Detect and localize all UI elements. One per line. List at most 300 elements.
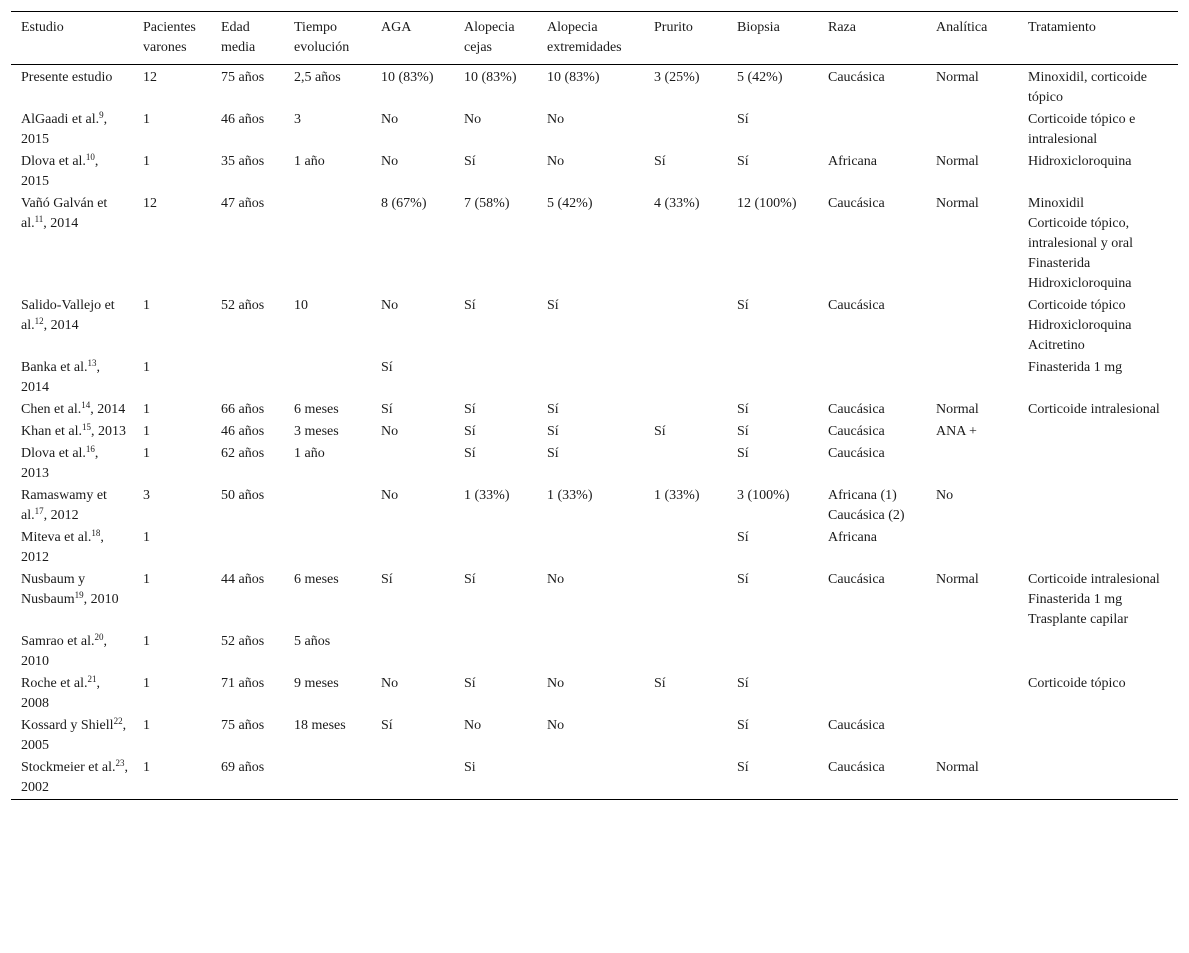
reference-superscript: 20: [94, 632, 104, 642]
cell-analitica: [926, 631, 1018, 673]
cell-extremidades: 10 (83%): [547, 70, 600, 85]
raza-entry: Caucásica: [828, 402, 885, 417]
table-row: [11, 757, 1178, 800]
cell-prurito: [644, 295, 727, 357]
cell-tratamiento: [1018, 757, 1178, 800]
cell-extremidades: [537, 527, 644, 569]
header-estudio: Estudio: [21, 20, 64, 35]
study-name: Nusbaum y Nusbaum: [21, 572, 86, 607]
cell-tratamiento: [1018, 357, 1178, 399]
reference-superscript: 15: [82, 422, 92, 432]
table-row: [11, 527, 1178, 569]
study-year: , 2002: [21, 760, 128, 795]
raza-entry: Caucásica: [828, 196, 885, 211]
table-row: [11, 399, 1178, 421]
cell-analitica: [926, 673, 1018, 715]
cell-raza: [818, 673, 926, 715]
study-year: , 2014: [43, 216, 79, 231]
cell-analitica: Normal: [936, 154, 979, 169]
cell-prurito: Sí: [654, 676, 666, 691]
cell-edad: 69 años: [221, 760, 265, 775]
cell-biopsia: Sí: [737, 402, 749, 417]
tratamiento-entry: Finasterida 1 mg: [1028, 360, 1123, 375]
raza-entry: Africana: [828, 154, 877, 169]
cell-tiempo: 3: [294, 112, 301, 127]
cell-aga: No: [381, 298, 399, 313]
cell-estudio: [11, 65, 133, 110]
header-row: [11, 12, 1178, 65]
reference-superscript: 14: [81, 400, 91, 410]
cell-tiempo: [284, 527, 371, 569]
study-year: , 2008: [21, 676, 100, 711]
table-body: [11, 65, 1178, 800]
reference-superscript: 17: [34, 506, 44, 516]
cell-biopsia: Sí: [737, 572, 749, 587]
table-row: [11, 673, 1178, 715]
raza-entry: Caucásica: [828, 70, 885, 85]
cell-raza: [818, 109, 926, 151]
cell-aga: Sí: [381, 718, 393, 733]
cell-extremidades: No: [547, 154, 565, 169]
cell-extremidades: 5 (42%): [547, 196, 593, 211]
raza-entry: Caucásica: [828, 572, 885, 587]
cell-pacientes: 12: [143, 196, 157, 211]
cell-extremidades: No: [547, 718, 565, 733]
cell-aga: Sí: [381, 360, 393, 375]
table-row: [11, 357, 1178, 399]
table-row: [11, 485, 1178, 527]
tratamiento-entry: Finasterida 1 mg: [1028, 592, 1123, 607]
cell-pacientes: 1: [143, 360, 150, 375]
cell-cejas: No: [464, 112, 482, 127]
cell-edad: 62 años: [221, 446, 265, 461]
study-name: Ramaswamy et al.: [21, 488, 107, 523]
tratamiento-entry: Hidroxicloroquina: [1028, 276, 1132, 291]
cell-tiempo: 2,5 años: [294, 70, 341, 85]
tratamiento-entry: Hidroxicloroquina: [1028, 318, 1132, 333]
cell-aga: No: [381, 676, 399, 691]
cell-tratamiento: [1018, 421, 1178, 443]
cell-extremidades: 1 (33%): [547, 488, 593, 503]
study-name: Dlova et al.: [21, 154, 86, 169]
reference-superscript: 18: [91, 528, 101, 538]
cell-pacientes: 1: [143, 298, 150, 313]
tratamiento-entry: Corticoide intralesional: [1028, 402, 1160, 417]
cell-prurito: [644, 443, 727, 485]
cell-biopsia: Sí: [737, 446, 749, 461]
cell-biopsia: [727, 357, 818, 399]
cell-aga: [371, 527, 454, 569]
cell-tratamiento: [1018, 109, 1178, 151]
tratamiento-entry: Trasplante capilar: [1028, 612, 1129, 627]
cell-tiempo: 3 meses: [294, 424, 339, 439]
cell-aga: [371, 443, 454, 485]
cell-raza: [818, 631, 926, 673]
table-header: [11, 12, 1178, 65]
cell-biopsia: Sí: [737, 154, 749, 169]
cell-cejas: Sí: [464, 446, 476, 461]
reference-superscript: 13: [87, 358, 97, 368]
cell-aga: No: [381, 154, 399, 169]
cell-edad: 75 años: [221, 70, 265, 85]
cell-aga: No: [381, 488, 399, 503]
raza-entry: Caucásica: [828, 298, 885, 313]
study-name: Samrao et al.: [21, 634, 95, 649]
cell-biopsia: Sí: [737, 718, 749, 733]
cell-tratamiento: [1018, 65, 1178, 110]
cell-extremidades: No: [547, 676, 565, 691]
table-row: [11, 631, 1178, 673]
reference-superscript: 19: [74, 590, 84, 600]
cell-prurito: [644, 357, 727, 399]
cell-analitica: [926, 109, 1018, 151]
header-aga: AGA: [381, 20, 412, 35]
cell-analitica: [926, 443, 1018, 485]
header-analitica: Analítica: [936, 20, 988, 35]
cell-edad: 66 años: [221, 402, 265, 417]
cell-extremidades: [537, 357, 644, 399]
cell-aga: [371, 757, 454, 800]
cell-raza: [818, 443, 926, 485]
study-year: , 2014: [43, 318, 79, 333]
cell-analitica: Normal: [936, 572, 979, 587]
cell-cejas: Sí: [464, 424, 476, 439]
cell-prurito: [644, 527, 727, 569]
cell-analitica: ANA +: [936, 424, 977, 439]
cell-aga: No: [381, 424, 399, 439]
header-biopsia: Biopsia: [737, 20, 780, 35]
cell-aga: No: [381, 112, 399, 127]
cell-tratamiento: [1018, 485, 1178, 527]
raza-entry: Caucásica: [828, 760, 885, 775]
cell-extremidades: No: [547, 112, 565, 127]
cell-pacientes: 12: [143, 70, 157, 85]
tratamiento-entry: Corticoide tópico: [1028, 676, 1126, 691]
cell-estudio: [11, 631, 133, 673]
header-raza: Raza: [828, 20, 856, 35]
cell-edad: 47 años: [221, 196, 265, 211]
cell-pacientes: 1: [143, 424, 150, 439]
reference-superscript: 9: [99, 110, 104, 120]
cell-estudio: [11, 673, 133, 715]
cell-extremidades: [537, 757, 644, 800]
cell-cejas: [454, 527, 537, 569]
cell-cejas: 1 (33%): [464, 488, 510, 503]
study-name: Kossard y Shiell: [21, 718, 114, 733]
cell-tratamiento: [1018, 151, 1178, 193]
cell-pacientes: 1: [143, 402, 150, 417]
cell-tiempo: 1 año: [294, 446, 325, 461]
cell-pacientes: 1: [143, 760, 150, 775]
tratamiento-entry: Hidroxicloroquina: [1028, 154, 1132, 169]
cell-estudio: [11, 443, 133, 485]
header-pacientes: Pacientes varones: [143, 20, 196, 55]
table-row: [11, 715, 1178, 757]
study-year: , 2013: [21, 446, 99, 481]
cell-raza: [818, 527, 926, 569]
tratamiento-entry: Corticoide tópico, intralesional y oral: [1028, 216, 1133, 251]
study-year: , 2013: [91, 424, 127, 439]
cell-tiempo: 6 meses: [294, 402, 339, 417]
cell-prurito: Sí: [654, 154, 666, 169]
cell-prurito: [644, 109, 727, 151]
tratamiento-entry: Finasterida: [1028, 256, 1091, 271]
cell-prurito: [644, 631, 727, 673]
cell-analitica: [926, 295, 1018, 357]
header-tiempo: Tiempo evolución: [294, 20, 350, 55]
cell-prurito: 4 (33%): [654, 196, 700, 211]
cell-extremidades: Sí: [547, 446, 559, 461]
cell-cejas: Sí: [464, 676, 476, 691]
cell-analitica: [926, 715, 1018, 757]
cell-cejas: Sí: [464, 402, 476, 417]
study-name: Presente estudio: [21, 70, 113, 85]
cell-extremidades: Sí: [547, 298, 559, 313]
cell-edad: 75 años: [221, 718, 265, 733]
cell-tiempo: [284, 357, 371, 399]
study-name: Stockmeier et al.: [21, 760, 116, 775]
cell-cejas: [454, 357, 537, 399]
cell-aga: Sí: [381, 402, 393, 417]
study-name: Salido-Vallejo et al.: [21, 298, 115, 333]
cell-analitica: Normal: [936, 402, 979, 417]
reference-superscript: 23: [115, 758, 125, 768]
cell-prurito: [644, 715, 727, 757]
cell-estudio: [11, 399, 133, 421]
raza-entry: Caucásica: [828, 718, 885, 733]
study-name: Roche et al.: [21, 676, 88, 691]
cell-estudio: [11, 295, 133, 357]
table-row: [11, 151, 1178, 193]
cell-cejas: 10 (83%): [464, 70, 517, 85]
cell-estudio: [11, 109, 133, 151]
table-row: [11, 65, 1178, 110]
study-year: , 2015: [21, 112, 108, 147]
cell-tratamiento: [1018, 527, 1178, 569]
cell-tratamiento: [1018, 569, 1178, 631]
cell-raza: [818, 399, 926, 421]
cell-raza: [818, 715, 926, 757]
cell-estudio: [11, 715, 133, 757]
table-row: [11, 295, 1178, 357]
study-name: Miteva et al.: [21, 530, 92, 545]
reference-superscript: 21: [87, 674, 97, 684]
study-year: , 2010: [83, 592, 119, 607]
cell-biopsia: Sí: [737, 530, 749, 545]
cell-prurito: [644, 569, 727, 631]
cell-tratamiento: [1018, 193, 1178, 295]
cell-analitica: Normal: [936, 196, 979, 211]
cell-raza: [818, 485, 926, 527]
cell-tiempo: 18 meses: [294, 718, 346, 733]
cell-tiempo: 9 meses: [294, 676, 339, 691]
tratamiento-entry: Minoxidil: [1028, 196, 1085, 211]
cell-pacientes: 1: [143, 718, 150, 733]
cell-cejas: Sí: [464, 572, 476, 587]
cell-pacientes: 1: [143, 572, 150, 587]
reference-superscript: 12: [34, 316, 44, 326]
cell-cejas: [454, 631, 537, 673]
cell-tratamiento: [1018, 715, 1178, 757]
table-row: [11, 569, 1178, 631]
cell-analitica: [926, 527, 1018, 569]
cell-biopsia: Sí: [737, 760, 749, 775]
study-name: Khan et al.: [21, 424, 83, 439]
header-cejas: Alopecia cejas: [464, 20, 515, 55]
study-year: , 2005: [21, 718, 127, 753]
cell-cejas: Sí: [464, 298, 476, 313]
study-name: AlGaadi et al.: [21, 112, 100, 127]
cell-analitica: [926, 357, 1018, 399]
cell-raza: [818, 421, 926, 443]
cell-cejas: 7 (58%): [464, 196, 510, 211]
cell-raza: [818, 65, 926, 110]
cell-biopsia: Sí: [737, 298, 749, 313]
cell-estudio: [11, 357, 133, 399]
cell-tratamiento: [1018, 631, 1178, 673]
header-prurito: Prurito: [654, 20, 693, 35]
raza-entry: Africana: [828, 530, 877, 545]
table-row: [11, 193, 1178, 295]
cell-raza: [818, 757, 926, 800]
cell-estudio: [11, 485, 133, 527]
studies-table: [11, 11, 1178, 800]
cell-edad: 52 años: [221, 298, 265, 313]
tratamiento-entry: Corticoide tópico e intralesional: [1028, 112, 1136, 147]
cell-edad: 44 años: [221, 572, 265, 587]
cell-edad: [211, 527, 284, 569]
table-row: [11, 109, 1178, 151]
tratamiento-entry: Acitretino: [1028, 338, 1085, 353]
cell-edad: 71 años: [221, 676, 265, 691]
cell-prurito: [644, 757, 727, 800]
study-year: , 2010: [21, 634, 107, 669]
study-year: , 2012: [21, 530, 104, 565]
cell-tiempo: 6 meses: [294, 572, 339, 587]
cell-pacientes: 1: [143, 154, 150, 169]
cell-raza: [818, 151, 926, 193]
cell-tratamiento: [1018, 399, 1178, 421]
cell-analitica: Normal: [936, 760, 979, 775]
cell-pacientes: 1: [143, 676, 150, 691]
header-edad: Edad media: [221, 20, 256, 55]
tratamiento-entry: Corticoide intralesional: [1028, 572, 1160, 587]
cell-extremidades: Sí: [547, 424, 559, 439]
cell-biopsia: Sí: [737, 424, 749, 439]
cell-tratamiento: [1018, 295, 1178, 357]
cell-extremidades: Sí: [547, 402, 559, 417]
cell-edad: 52 años: [221, 634, 265, 649]
cell-edad: [211, 357, 284, 399]
cell-biopsia: 12 (100%): [737, 196, 797, 211]
cell-edad: 35 años: [221, 154, 265, 169]
cell-edad: 46 años: [221, 424, 265, 439]
cell-biopsia: Sí: [737, 676, 749, 691]
cell-estudio: [11, 757, 133, 800]
cell-cejas: No: [464, 718, 482, 733]
studies-table-container: [11, 11, 1178, 800]
cell-biopsia: 3 (100%): [737, 488, 790, 503]
reference-superscript: 22: [113, 716, 123, 726]
study-name: Dlova et al.: [21, 446, 86, 461]
study-name: Chen et al.: [21, 402, 82, 417]
cell-extremidades: No: [547, 572, 565, 587]
cell-raza: [818, 357, 926, 399]
table-row: [11, 421, 1178, 443]
cell-tiempo: [284, 757, 371, 800]
cell-biopsia: Sí: [737, 112, 749, 127]
cell-aga: Sí: [381, 572, 393, 587]
cell-prurito: [644, 399, 727, 421]
cell-aga: 8 (67%): [381, 196, 427, 211]
cell-biopsia: 5 (42%): [737, 70, 783, 85]
cell-raza: [818, 193, 926, 295]
cell-cejas: Si: [464, 760, 476, 775]
reference-superscript: 11: [34, 214, 44, 224]
raza-entry: Africana (1): [828, 488, 897, 503]
raza-entry: Caucásica: [828, 424, 885, 439]
cell-tratamiento: [1018, 673, 1178, 715]
cell-estudio: [11, 193, 133, 295]
cell-estudio: [11, 421, 133, 443]
study-year: , 2012: [43, 508, 79, 523]
cell-aga: 10 (83%): [381, 70, 434, 85]
cell-extremidades: [537, 631, 644, 673]
cell-prurito: 3 (25%): [654, 70, 700, 85]
cell-raza: [818, 569, 926, 631]
cell-estudio: [11, 151, 133, 193]
cell-aga: [371, 631, 454, 673]
cell-tiempo: 10: [294, 298, 308, 313]
cell-estudio: [11, 569, 133, 631]
cell-analitica: No: [936, 488, 954, 503]
tratamiento-entry: Corticoide tópico: [1028, 298, 1126, 313]
cell-pacientes: 1: [143, 530, 150, 545]
cell-tiempo: 1 año: [294, 154, 325, 169]
cell-estudio: [11, 527, 133, 569]
tratamiento-entry: Minoxidil, corticoide tópico: [1028, 70, 1147, 105]
reference-superscript: 16: [85, 444, 95, 454]
cell-analitica: Normal: [936, 70, 979, 85]
cell-pacientes: 1: [143, 112, 150, 127]
cell-tratamiento: [1018, 443, 1178, 485]
header-tratamiento: Tratamiento: [1028, 20, 1096, 35]
table-row: [11, 443, 1178, 485]
study-name: Banka et al.: [21, 360, 88, 375]
cell-tiempo: [284, 485, 371, 527]
cell-cejas: Sí: [464, 154, 476, 169]
cell-tiempo: 5 años: [294, 634, 331, 649]
cell-pacientes: 1: [143, 446, 150, 461]
raza-entry: Caucásica (2): [828, 508, 905, 523]
study-year: , 2015: [21, 154, 99, 189]
reference-superscript: 10: [85, 152, 95, 162]
study-year: , 2014: [21, 360, 100, 395]
cell-edad: 50 años: [221, 488, 265, 503]
study-name: Vañó Galván et al.: [21, 196, 108, 231]
study-year: , 2014: [90, 402, 126, 417]
cell-pacientes: 1: [143, 634, 150, 649]
raza-entry: Caucásica: [828, 446, 885, 461]
cell-prurito: Sí: [654, 424, 666, 439]
cell-biopsia: [727, 631, 818, 673]
cell-tiempo: [284, 193, 371, 295]
header-extremidades: Alopecia extremidades: [547, 20, 622, 55]
cell-raza: [818, 295, 926, 357]
cell-pacientes: 3: [143, 488, 150, 503]
cell-prurito: 1 (33%): [654, 488, 700, 503]
cell-edad: 46 años: [221, 112, 265, 127]
